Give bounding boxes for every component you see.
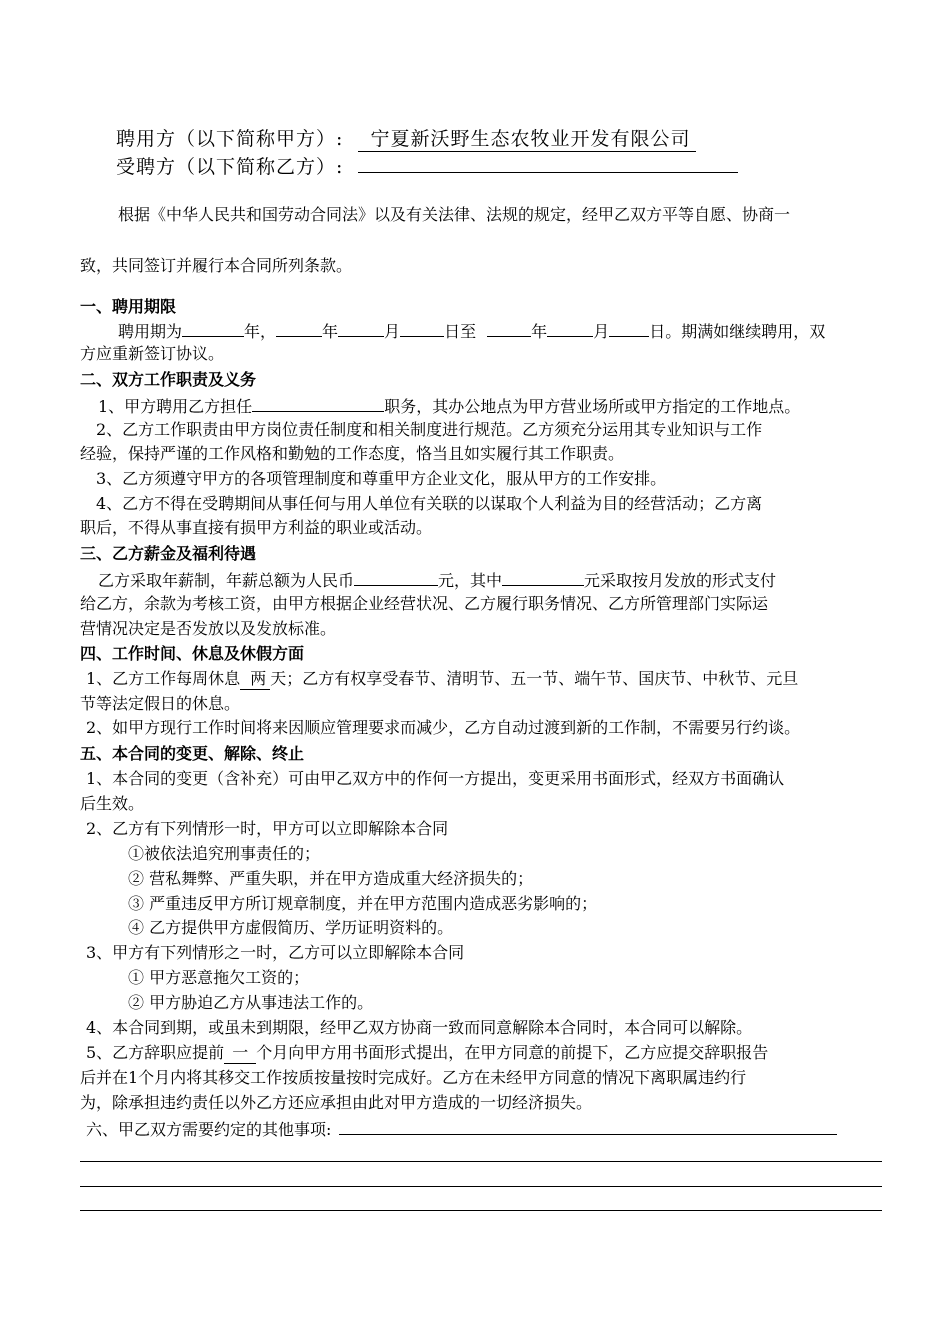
change-item-2-b: ② 营私舞弊、严重失职，并在甲方造成重大经济损失的；: [128, 869, 534, 888]
term-text: 日至: [444, 322, 477, 341]
change-item-2: 2、乙方有下列情形一时，甲方可以立即解除本合同: [86, 819, 449, 838]
section-6-title: 六、甲乙双方需要约定的其他事项:: [86, 1120, 332, 1139]
blank-rule[interactable]: [80, 1161, 882, 1162]
change-item-5-line-1: [86, 1043, 768, 1064]
section-1-title: 一、聘用期限: [80, 297, 177, 316]
change-item-5-line-3: 为，除承担违约责任以外乙方还应承担由此对甲方造成的一切经济损失。: [80, 1093, 593, 1112]
salary-line-1: [98, 569, 776, 591]
term-text: 年: [322, 322, 339, 341]
intro-line-2: 致，共同签订并履行本合同所列条款。: [80, 256, 353, 275]
change-item-2-a: ①被依法追究刑事责任的；: [128, 844, 321, 863]
other-terms-blank[interactable]: [339, 1118, 837, 1135]
change-item-1-line-1: 1、本合同的变更（含补充）可由甲乙双方中的作何一方提出，变更采用书面形式，经双方书面确认: [86, 769, 785, 788]
term-line: [118, 320, 825, 342]
term-text: 年，: [244, 322, 277, 341]
employee-line: [116, 152, 738, 179]
rest-text: 天；乙方有权享受春节、清明节、五一节、端午节、国庆节、中秋节、元旦: [270, 669, 799, 688]
change-item-5-line-2: 后并在1个月内将其移交工作按质按量按时完成好。乙方在未经甲方同意的情况下离职属违约行: [80, 1068, 747, 1087]
rest-item-1-line-2: 节等法定假日的休息。: [80, 694, 241, 713]
employer-name: 宁夏新沃野生态农牧业开发有限公司: [358, 127, 696, 152]
employee-label: 受聘方（以下简称乙方）:: [116, 156, 344, 178]
employer-line: [116, 127, 696, 152]
end-month-blank[interactable]: [547, 320, 593, 337]
section-4-title: 四、工作时间、休息及休假方面: [80, 644, 305, 663]
employer-label: 聘用方（以下简称甲方）:: [116, 128, 344, 150]
start-day-blank[interactable]: [400, 320, 444, 337]
duty-text: 职务，其办公地点为甲方营业场所或甲方指定的工作地点。: [384, 397, 801, 416]
salary-line-3: 营情况决定是否发放以及发放标准。: [80, 619, 337, 638]
section-2-title: 二、双方工作职责及义务: [80, 370, 257, 389]
position-blank[interactable]: [252, 395, 384, 412]
change-item-2-c: ③ 严重违反甲方所订规章制度，并在甲方范围内造成恶劣影响的；: [128, 894, 598, 913]
change-item-4: 4、本合同到期，或虽未到期限，经甲乙双方协商一致而同意解除本合同时，本合同可以解除。: [86, 1018, 753, 1037]
duty-item-2-line-2: 经验，保持严谨的工作风格和勤勉的工作态度，恪当且如实履行其工作职责。: [80, 444, 625, 463]
change-item-3-b: ② 甲方胁迫乙方从事违法工作的。: [128, 993, 374, 1012]
salary-text: 元，其中: [438, 571, 503, 590]
term-text: 月: [593, 322, 610, 341]
term-line-2: 方应重新签订协议。: [80, 344, 225, 363]
start-month-blank[interactable]: [338, 320, 384, 337]
term-text: 聘用期为: [118, 322, 183, 341]
annual-salary-blank[interactable]: [354, 569, 438, 586]
duty-item-4-line-1: 4、乙方不得在受聘期间从事任何与用人单位有关联的以谋取个人利益为目的经营活动；乙方离: [96, 494, 763, 513]
duty-text: 1、甲方聘用乙方担任: [98, 397, 253, 416]
change-item-3-a: ① 甲方恶意拖欠工资的；: [128, 968, 310, 987]
resign-text: 个月向甲方用书面形式提出，在甲方同意的前提下，乙方应提交辞职报告: [256, 1043, 769, 1062]
rest-days-value: 两: [240, 669, 270, 690]
monthly-portion-blank[interactable]: [502, 569, 584, 586]
notice-months-value: 一: [224, 1043, 256, 1064]
blank-rule[interactable]: [80, 1186, 882, 1187]
employee-name-blank[interactable]: [358, 152, 738, 173]
duty-item-2-line-1: 2、乙方工作职责由甲方岗位责任制度和相关制度进行规范。乙方须充分运用其专业知识与工作: [96, 420, 763, 439]
term-text: 年: [531, 322, 548, 341]
rest-item-1-line-1: [86, 669, 798, 690]
section-6-line: [86, 1118, 837, 1140]
duty-item-4-line-2: 职后，不得从事直接有损甲方利益的职业或活动。: [80, 518, 433, 537]
rest-item-2: 2、如甲方现行工作时间将来因顺应管理要求而减少，乙方自动过渡到新的工作制，不需要另行约谈。: [86, 718, 801, 737]
change-item-2-d: ④ 乙方提供甲方虚假简历、学历证明资料的。: [128, 918, 454, 937]
start-year-blank[interactable]: [276, 320, 322, 337]
section-5-title: 五、本合同的变更、解除、终止: [80, 744, 305, 763]
resign-text: 5、乙方辞职应提前: [86, 1043, 225, 1062]
change-item-1-line-2: 后生效。: [80, 794, 145, 813]
rest-text: 1、乙方工作每周休息: [86, 669, 241, 688]
term-text: 月: [384, 322, 401, 341]
end-year-blank[interactable]: [487, 320, 531, 337]
intro-line-1: 根据《中华人民共和国劳动合同法》以及有关法律、法规的规定，经甲乙双方平等自愿、协商一: [118, 205, 791, 224]
blank-rule[interactable]: [80, 1210, 882, 1211]
term-years-blank[interactable]: [182, 320, 244, 337]
salary-line-2: 给乙方，余款为考核工资，由甲方根据企业经营状况、乙方履行职务情况、乙方所管理部门实际运: [80, 594, 769, 613]
salary-text: 元采取按月发放的形式支付: [584, 571, 777, 590]
change-item-3: 3、甲方有下列情形之一时，乙方可以立即解除本合同: [86, 943, 465, 962]
salary-text: 乙方采取年薪制，年薪总额为人民币: [98, 571, 355, 590]
section-3-title: 三、乙方薪金及福利待遇: [80, 544, 257, 563]
end-day-blank[interactable]: [609, 320, 649, 337]
duty-item-3: 3、乙方须遵守甲方的各项管理制度和尊重甲方企业文化，服从甲方的工作安排。: [96, 469, 667, 488]
term-text: 日。期满如继续聘用，双: [649, 322, 826, 341]
duty-item-1: [98, 395, 800, 417]
